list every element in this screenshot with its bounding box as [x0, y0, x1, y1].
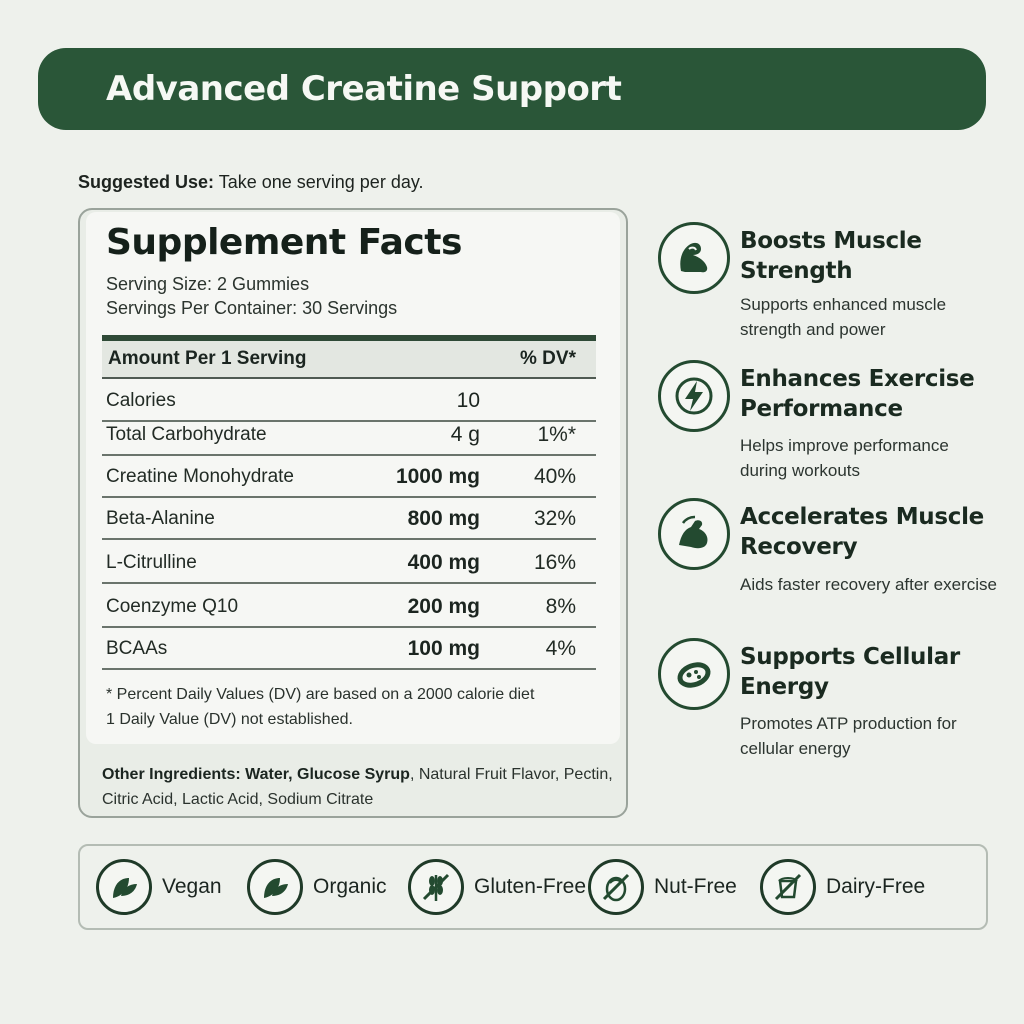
header-banner: [38, 48, 986, 130]
leaf-icon: [96, 859, 152, 915]
badge-vegan: [96, 859, 222, 915]
badge-dairy-free: [760, 859, 925, 915]
facts-title: Supplement Facts: [106, 222, 462, 263]
badge-label: Gluten-Free: [474, 875, 587, 898]
nutrient-name: BCAAs: [106, 638, 168, 659]
nutrient-amount: 10: [456, 389, 480, 412]
benefit-title: Enhances Exercise Performance: [740, 366, 975, 422]
nutrient-dv: 1%*: [537, 423, 576, 446]
table-row: [102, 498, 596, 540]
benefit-description: Helps improve performance during workouts: [740, 436, 949, 480]
nutrient-dv: 16%: [533, 551, 576, 574]
lightning-bolt-icon: [658, 360, 730, 432]
nutrient-amount: 400 mg: [407, 551, 480, 574]
nutrient-amount: 100 mg: [407, 637, 480, 660]
nutrient-name: Calories: [106, 390, 176, 411]
benefit-description: Supports enhanced muscle strength and power: [740, 295, 947, 339]
muscle-arm-icon: [658, 222, 730, 294]
nutrient-amount: 800 mg: [407, 507, 480, 530]
other-ingredients-bold: Water, Glucose Syrup: [245, 766, 410, 783]
badge-label: Vegan: [162, 875, 222, 898]
other-ingredients: [102, 762, 622, 812]
nutrient-dv: 4%: [545, 637, 576, 660]
benefit-description: Aids faster recovery after exercise: [740, 575, 997, 594]
dv-not-established-note: 1 Daily Value (DV) not established.: [106, 711, 353, 728]
nutrient-name: Beta-Alanine: [106, 508, 215, 529]
badge-nut-free: [588, 859, 737, 915]
nutrient-name: Total Carbohydrate: [106, 424, 267, 445]
leaf-icon: [247, 859, 303, 915]
nutrient-dv: 8%: [545, 595, 576, 618]
amount-header: Amount Per 1 Serving: [108, 348, 307, 369]
cell-icon: [658, 638, 730, 710]
nutrient-amount: 200 mg: [407, 595, 480, 618]
benefit-title: Boosts Muscle Strength: [740, 228, 922, 284]
suggested-use-text: Take one serving per day.: [218, 172, 424, 192]
table-row: [102, 414, 596, 456]
nutrient-amount: 4 g: [450, 423, 480, 446]
nutrient-dv: 40%: [533, 465, 576, 488]
recovery-arm-icon: [658, 498, 730, 570]
table-row: [102, 542, 596, 584]
badge-gluten-free: [408, 859, 586, 915]
nutrient-dv: 32%: [533, 507, 576, 530]
nutrient-name: Coenzyme Q10: [106, 596, 239, 617]
other-ingredients-label: Other Ingredients:: [102, 766, 241, 783]
dairy-crossed-icon: [760, 859, 816, 915]
benefit-title: Accelerates Muscle Recovery: [740, 504, 984, 560]
servings-per-container: Servings Per Container: 30 Servings: [106, 298, 398, 318]
other-ingredients-rest: , Natural Fruit Flavor, Pectin, Citric Acid, Lactic Acid, Sodium Citrate: [102, 766, 613, 808]
serving-size: Serving Size: 2 Gummies: [106, 274, 310, 294]
nutrient-name: Creatine Monohydrate: [106, 466, 294, 487]
table-row: [102, 628, 596, 670]
suggested-use: [78, 172, 424, 193]
nut-crossed-icon: [588, 859, 644, 915]
benefit-title: Supports Cellular Energy: [740, 644, 960, 700]
dv-footnote: * Percent Daily Values (DV) are based on a 2000 calorie diet: [106, 686, 535, 703]
benefit-description: Promotes ATP production for cellular energy: [740, 714, 957, 758]
badge-label: Organic: [313, 875, 387, 898]
dv-header: % DV*: [520, 348, 576, 369]
badge-label: Nut-Free: [654, 875, 737, 898]
suggested-use-label: Suggested Use:: [78, 172, 215, 192]
nutrient-name: L-Citrulline: [106, 552, 197, 573]
table-row: [102, 456, 596, 498]
badge-organic: [247, 859, 387, 915]
table-row: [102, 586, 596, 628]
page-title: Advanced Creatine Support: [106, 69, 622, 109]
nutrient-amount: 1000 mg: [395, 465, 480, 488]
badge-label: Dairy-Free: [826, 875, 926, 898]
wheat-crossed-icon: [408, 859, 464, 915]
